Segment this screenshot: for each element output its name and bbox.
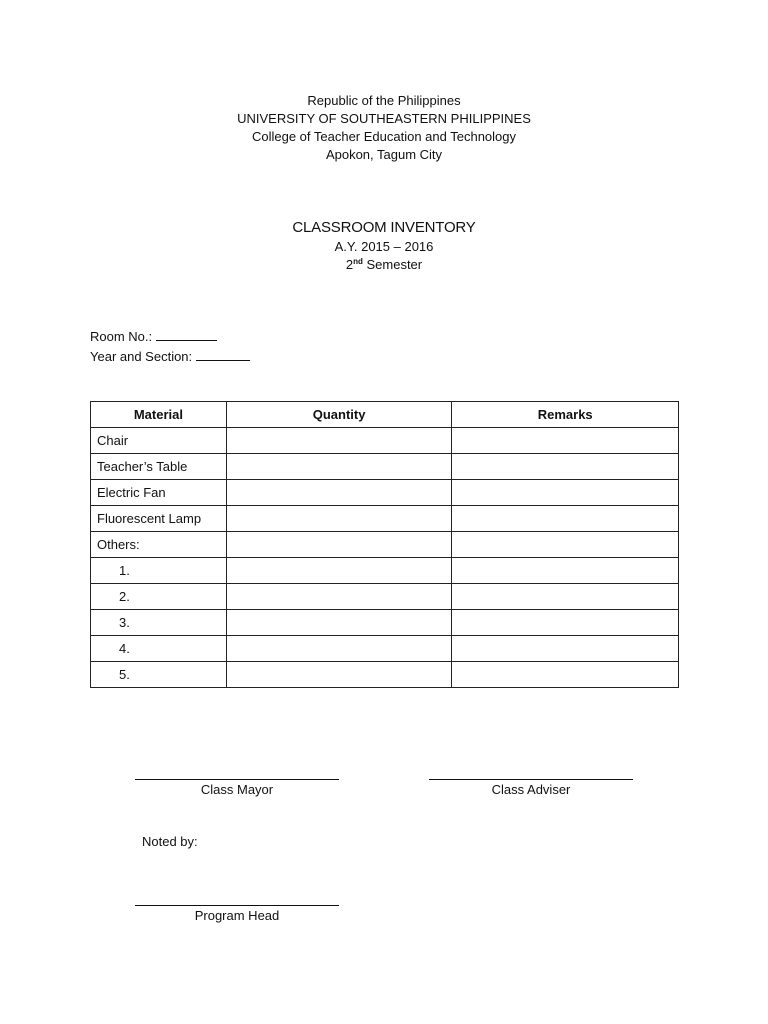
class-mayor-signature <box>135 779 339 797</box>
quantity-cell[interactable] <box>226 532 452 558</box>
remarks-cell[interactable] <box>452 480 679 506</box>
remarks-cell[interactable] <box>452 558 679 584</box>
program-head-label: Program Head <box>194 908 280 923</box>
semester-number: 2 <box>345 257 354 272</box>
signature-line[interactable] <box>135 779 339 780</box>
signature-line[interactable] <box>135 905 339 906</box>
section-field <box>90 347 250 367</box>
signature-line[interactable] <box>429 779 633 780</box>
material-cell: 1. <box>91 558 227 584</box>
semester-suffix: nd <box>353 257 363 266</box>
form-fields <box>90 327 250 367</box>
program-head-signature <box>135 905 339 923</box>
table-row <box>91 532 679 558</box>
header-college: College of Teacher Education and Technology <box>251 129 517 144</box>
class-adviser-signature <box>429 779 633 797</box>
class-adviser-label: Class Adviser <box>491 782 571 797</box>
remarks-cell[interactable] <box>452 428 679 454</box>
table-row <box>91 558 679 584</box>
table-row <box>91 480 679 506</box>
remarks-cell[interactable] <box>452 454 679 480</box>
material-cell: Electric Fan <box>91 480 227 506</box>
quantity-cell[interactable] <box>226 428 452 454</box>
material-cell: 3. <box>91 610 227 636</box>
title-block <box>0 218 768 274</box>
material-cell: Chair <box>91 428 227 454</box>
semester-word: Semester <box>362 257 423 272</box>
header-address: Apokon, Tagum City <box>325 147 443 162</box>
table-header-row <box>91 402 679 428</box>
table-row <box>91 454 679 480</box>
material-cell: 2. <box>91 584 227 610</box>
header-quantity: Quantity <box>226 402 452 428</box>
document-title: CLASSROOM INVENTORY <box>292 219 476 236</box>
table-row <box>91 428 679 454</box>
quantity-cell[interactable] <box>226 558 452 584</box>
material-cell: Teacher’s Table <box>91 454 227 480</box>
table-row <box>91 584 679 610</box>
remarks-cell[interactable] <box>452 662 679 688</box>
table-row <box>91 636 679 662</box>
table-row <box>91 610 679 636</box>
remarks-cell[interactable] <box>452 610 679 636</box>
class-mayor-label: Class Mayor <box>200 782 274 797</box>
quantity-cell[interactable] <box>226 584 452 610</box>
inventory-table <box>90 401 679 688</box>
room-blank-line[interactable] <box>156 327 217 341</box>
remarks-cell[interactable] <box>452 532 679 558</box>
remarks-cell[interactable] <box>452 506 679 532</box>
header-university: UNIVERSITY OF SOUTHEASTERN PHILIPPINES <box>237 111 531 126</box>
quantity-cell[interactable] <box>226 662 452 688</box>
quantity-cell[interactable] <box>226 506 452 532</box>
material-cell: Others: <box>91 532 227 558</box>
quantity-cell[interactable] <box>226 636 452 662</box>
semester <box>0 256 768 274</box>
remarks-cell[interactable] <box>452 584 679 610</box>
header-remarks: Remarks <box>452 402 679 428</box>
quantity-cell[interactable] <box>226 480 452 506</box>
table-row <box>91 662 679 688</box>
material-cell: Fluorescent Lamp <box>91 506 227 532</box>
header-material: Material <box>91 402 227 428</box>
header-country: Republic of the Philippines <box>307 93 461 108</box>
material-cell: 5. <box>91 662 227 688</box>
remarks-cell[interactable] <box>452 636 679 662</box>
quantity-cell[interactable] <box>226 610 452 636</box>
room-field <box>90 327 250 347</box>
quantity-cell[interactable] <box>226 454 452 480</box>
material-cell: 4. <box>91 636 227 662</box>
noted-by-label: Noted by: <box>142 834 198 849</box>
room-label: Room No.: <box>90 329 153 344</box>
table-row <box>91 506 679 532</box>
institution-header <box>0 92 768 164</box>
section-label: Year and Section: <box>90 349 193 364</box>
academic-year: A.Y. 2015 – 2016 <box>334 239 434 254</box>
section-blank-line[interactable] <box>196 347 250 361</box>
